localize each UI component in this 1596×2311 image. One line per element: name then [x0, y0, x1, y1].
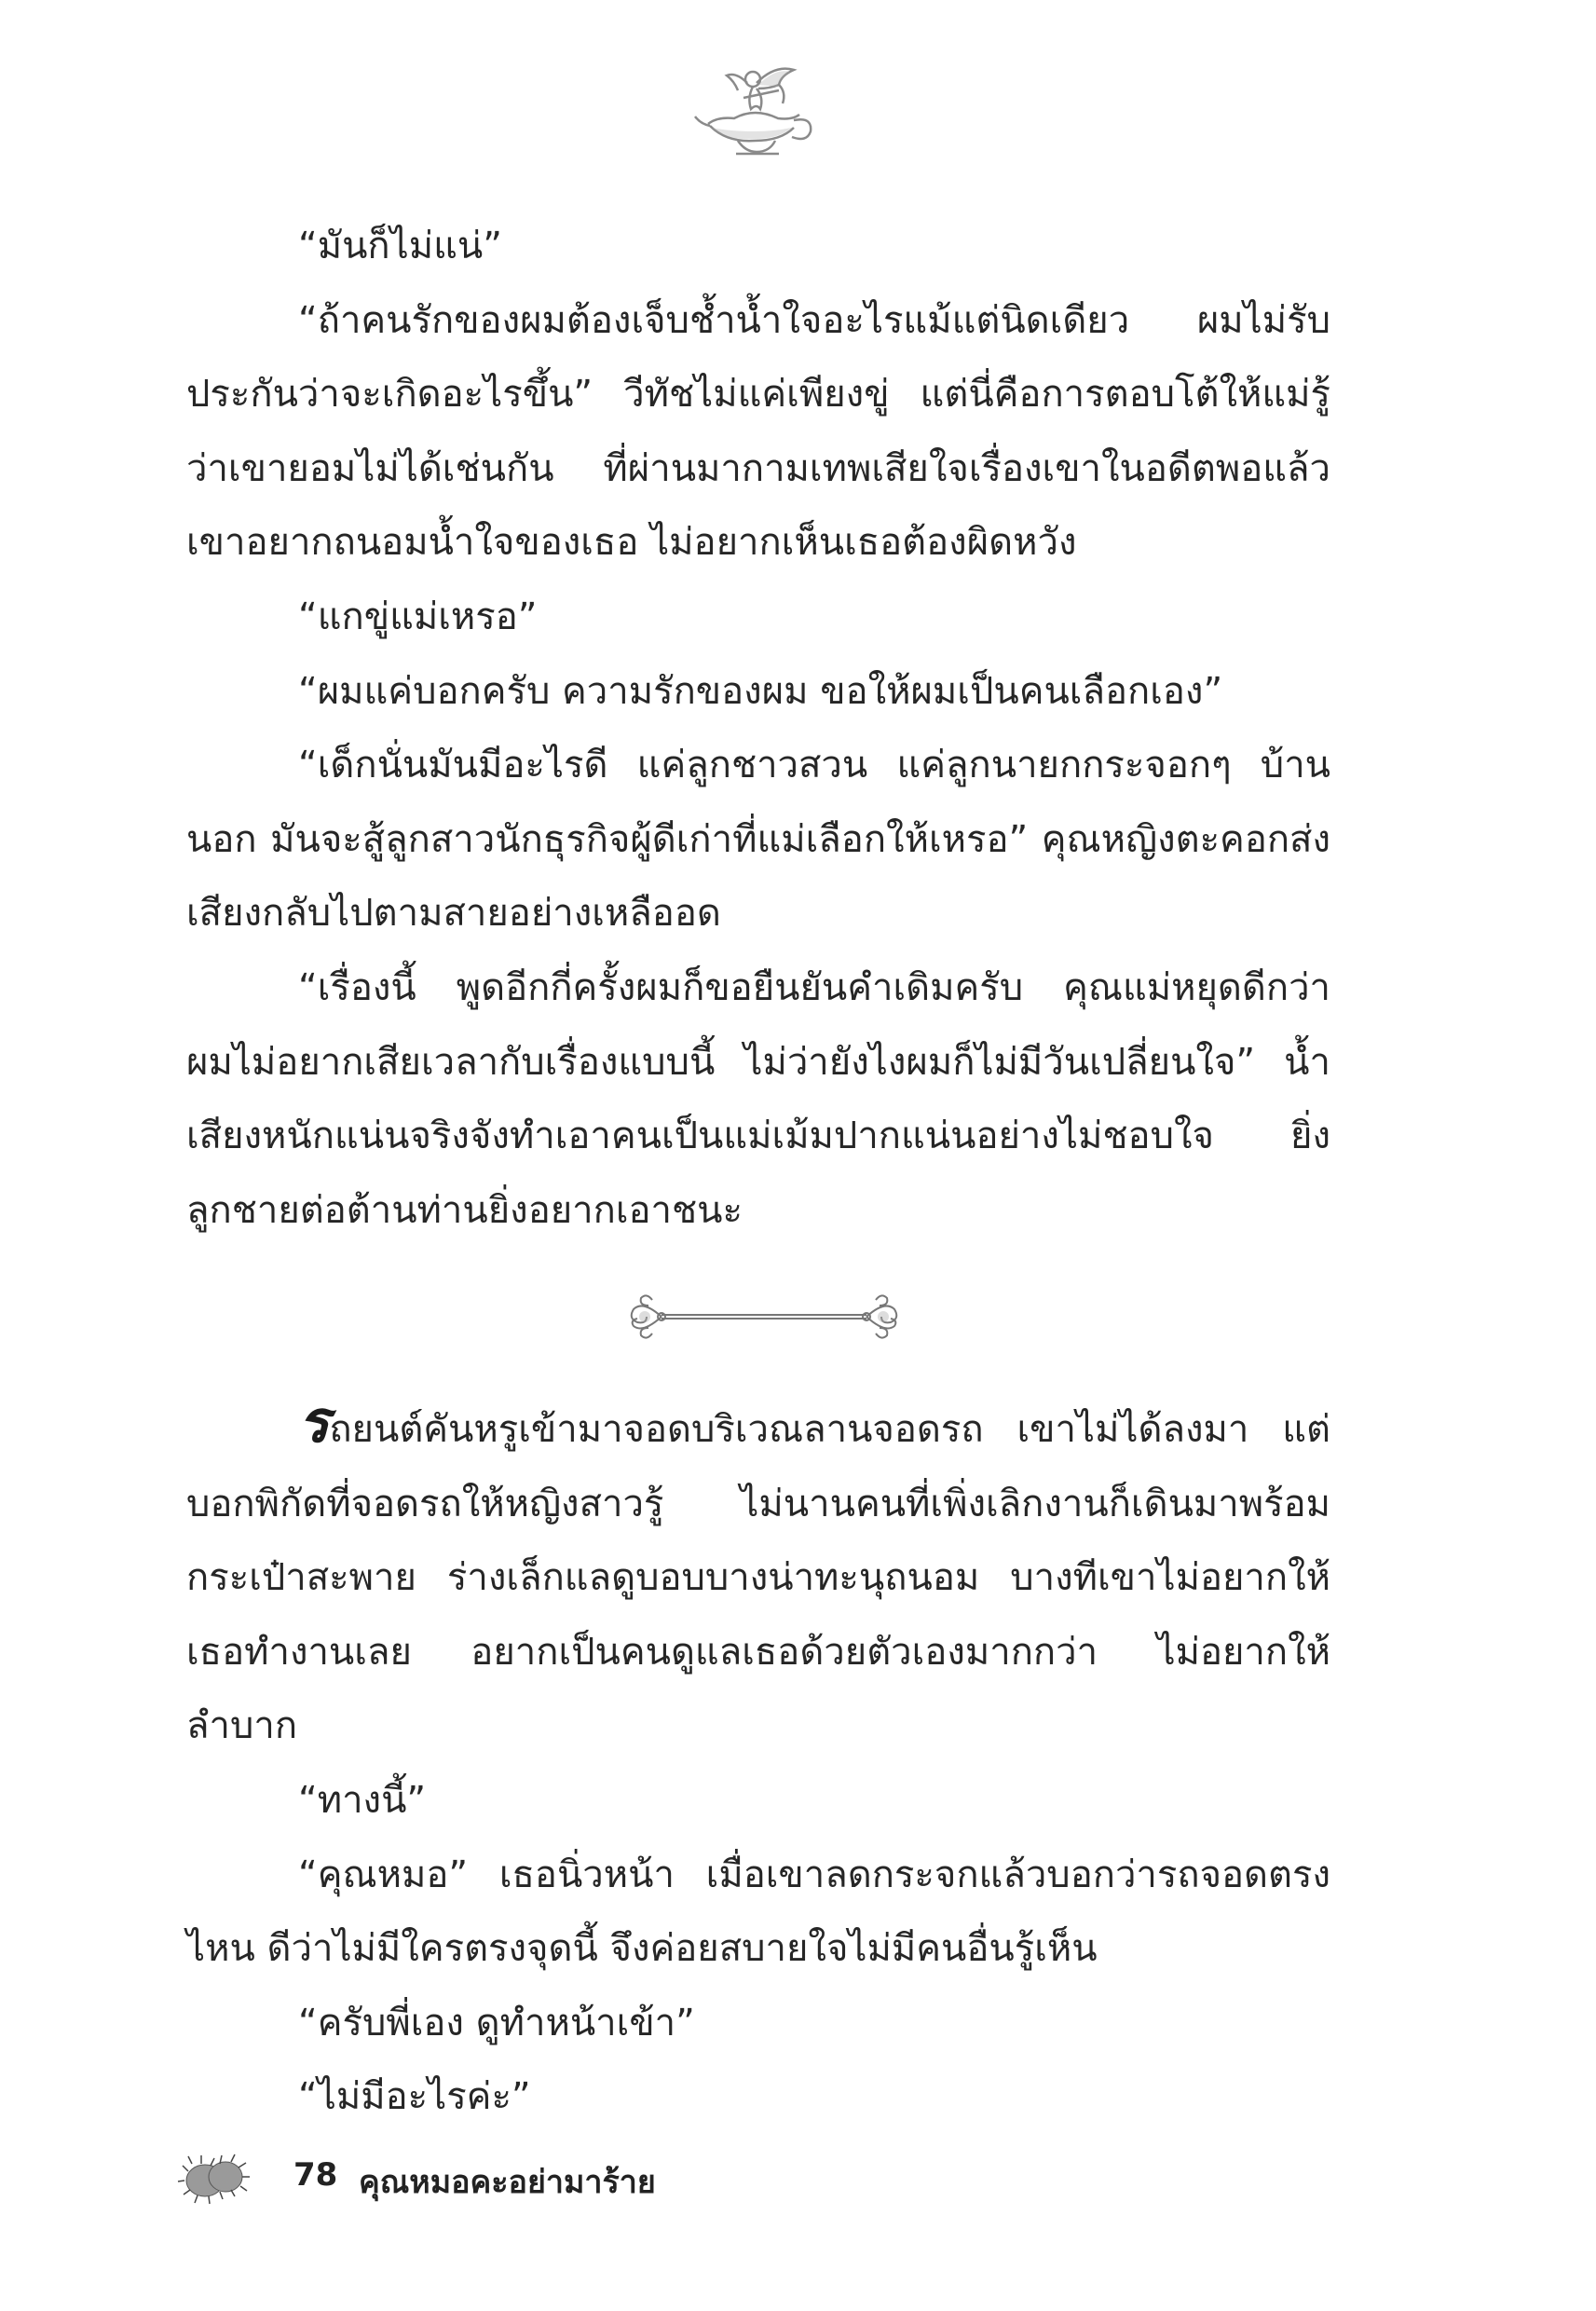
drop-cap: ร [298, 1388, 330, 1456]
paragraph: “มันก็ไม่แน่” [298, 225, 502, 267]
paragraph-with-dropcap [186, 1388, 1330, 1764]
paragraph: “ผมแค่บอกครับ ความรักของผม ขอให้ผมเป็นคนเลือกเอง” [298, 669, 1223, 713]
body-text-section-1 [186, 210, 1330, 1248]
paragraph: “ถ้าคนรักของผมต้องเจ็บช้ำน้ำใจอะไรแม้แต่นิดเดียว ผมไม่รับประกันว่าจะเกิดอะไรขึ้น” วีทัชไม่แค่เพียงขู่ แต่นี่คือการตอบโต้ให้แม่รู้ว่าเขายอมไม่ได้เช่นกัน ที่ผ่านมากามเทพเสียใจเรื่องเขาในอดีตพอแล้ว เขาอยากถนอมน้ำใจของเธอ ไม่อยากเห็นเธอต้องผิดหวัง [186, 298, 1330, 565]
paragraph-text: ถยนต์คันหรูเข้ามาจอดบริเวณลานจอดรถ เขาไม่ได้ลงมา แต่บอกพิกัดที่จอดรถให้หญิงสาวรู้ ไม่นานคนที่เพิ่งเลิกงานก็เดินมาพร้อมกระเป๋าสะพาย ร่างเล็กแลดูบอบบางน่าทะนุถนอม บางทีเขาไม่อยากให้เธอทำงานเลย อยากเป็นคนดูแลเธอด้วยตัวเองมากกว่า ไม่อยากให้ลำบาก [186, 1408, 1330, 1748]
paragraph: “ครับพี่เอง ดูทำหน้าเข้า” [298, 2001, 695, 2044]
magic-lamp-with-cupid-icon [689, 51, 820, 163]
book-title: คุณหมอคะอย่ามาร้าย [359, 2164, 656, 2201]
paragraph: “ไม่มีอะไรค่ะ” [298, 2075, 531, 2119]
rambutan-fruit-icon [177, 2143, 252, 2208]
paragraph: “แกขู่แม่เหรอ” [298, 595, 538, 638]
body-text-section-2 [186, 1388, 1330, 2135]
paragraph: “คุณหมอ” เธอนิ่วหน้า เมื่อเขาลดกระจกแล้วบอกว่ารถจอดตรงไหน ดีว่าไม่มีใครตรงจุดนี้ จึงค่อยสบายใจไม่มีคนอื่นรู้เห็น [186, 1853, 1330, 1971]
paragraph: “เรื่องนี้ พูดอีกกี่ครั้งผมก็ขอยืนยันคำเดิมครับ คุณแม่หยุดดีกว่า ผมไม่อยากเสียเวลากับเรื่องแบบนี้ ไม่ว่ายังไงผมก็ไม่มีวันเปลี่ยนใจ” น้ำเสียงหนักแน่นจริงจังทำเอาคนเป็นแม่เม้มปากแน่นอย่างไม่ชอบใจ ยิ่งลูกชายต่อต้านท่านยิ่งอยากเอาชนะ [186, 965, 1330, 1232]
paragraph: “เด็กนั่นมันมีอะไรดี แค่ลูกชาวสวน แค่ลูกนายกกระจอกๆ บ้านนอก มันจะสู้ลูกสาวนักธุรกิจผู้ดีเก่าที่แม่เลือกให้เหรอ” คุณหญิงตะคอกส่งเสียงกลับไปตามสายอย่างเหลืออด [186, 744, 1330, 936]
scroll-flourish-divider-icon [624, 1281, 904, 1356]
page-number: 78 [293, 2156, 338, 2194]
page-footer [177, 2143, 1016, 2208]
paragraph: “ทางนี้” [298, 1778, 427, 1822]
